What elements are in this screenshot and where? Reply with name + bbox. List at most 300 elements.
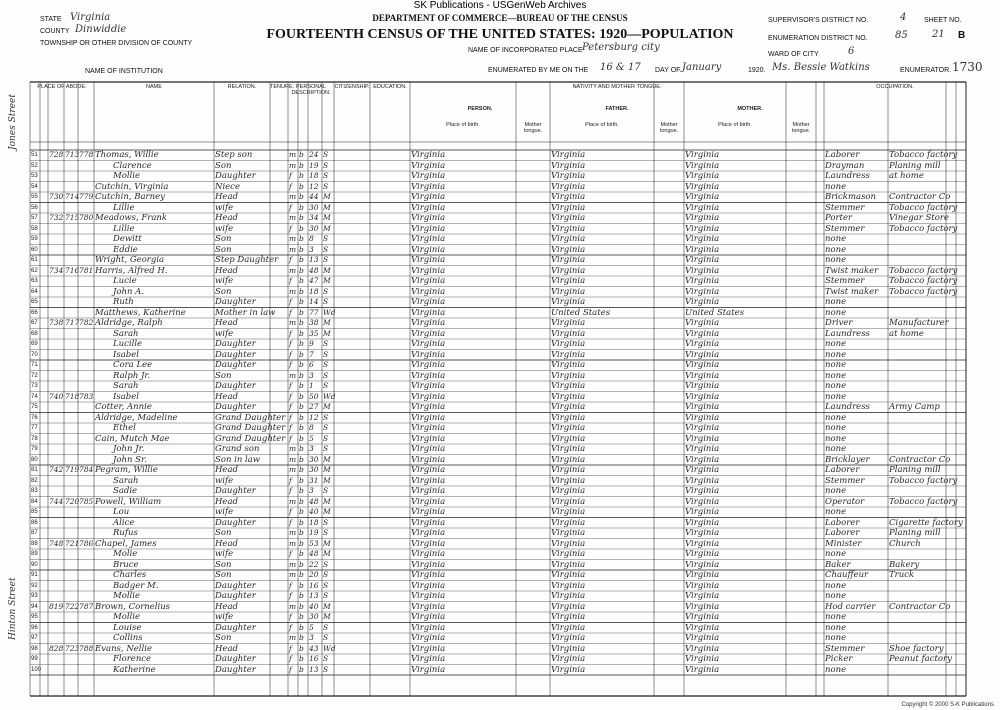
cell-rel: Daughter <box>215 622 256 633</box>
cell-fbirth: Virginia <box>551 286 586 297</box>
cell-race: b <box>299 580 304 590</box>
cell-name: Lou <box>113 507 130 517</box>
cell-sex: f <box>289 412 292 422</box>
table-row <box>30 644 966 655</box>
cell-mbirth: Virginia <box>685 654 720 664</box>
cell-occ: Twist maker <box>825 286 879 297</box>
line-number: 83 <box>31 488 38 494</box>
cell-fbirth: Virginia <box>551 181 586 192</box>
cell-mar: M <box>323 402 331 411</box>
cell-name: Cutchin, Virginia <box>95 181 169 192</box>
cell-name: Dewitt <box>113 234 142 244</box>
cell-name: Mollie <box>113 591 141 601</box>
cell-sex: m <box>289 150 297 159</box>
table-row <box>30 245 966 256</box>
cell-birth: Virginia <box>411 643 446 654</box>
cell-age: 8 <box>309 423 314 432</box>
table-row <box>30 654 966 665</box>
cell-rel: Son <box>215 559 232 570</box>
year-label: 1920. <box>748 67 766 74</box>
cell-sex: m <box>289 454 297 464</box>
cell-race: b <box>299 654 304 663</box>
cell-sex: f <box>289 349 292 359</box>
cell-name: Thomas, Willie <box>95 150 159 160</box>
cell-name: John Jr. <box>113 444 145 454</box>
cell-age: 3 <box>309 370 314 380</box>
cell-name: Molie <box>113 549 138 559</box>
cell-dwell: 828 <box>49 643 64 653</box>
cell-ind: Tobacco factory <box>889 276 958 286</box>
cell-dwell: 740 <box>49 391 64 401</box>
cell-fbirth: Virginia <box>551 412 586 423</box>
cell-sex: f <box>289 255 292 264</box>
cell-race: b <box>299 402 304 411</box>
cell-sex: f <box>289 580 292 590</box>
cell-rel: Son <box>215 286 232 297</box>
line-number: 55 <box>31 194 38 200</box>
cell-birth: Virginia <box>411 255 446 265</box>
line-number: 79 <box>31 446 38 452</box>
enumerator-name: Ms. Bessie Watkins <box>772 62 870 73</box>
cell-mbirth: Virginia <box>685 475 720 486</box>
cell-fam: 718 <box>65 391 80 401</box>
cell-mar: M <box>323 223 331 233</box>
table-row <box>30 234 966 245</box>
sheet-side: B <box>958 30 966 41</box>
cell-age: 30 <box>309 223 319 233</box>
cell-sex: m <box>289 192 297 201</box>
cell-birth: Virginia <box>411 433 446 444</box>
cell-fam: 713 <box>65 150 80 159</box>
cell-rel: Head <box>215 213 238 223</box>
cell-birth: Virginia <box>411 580 446 591</box>
line-number: 76 <box>31 414 38 421</box>
cell-ind: Planing mill <box>889 160 941 171</box>
cell-birth: Virginia <box>411 601 446 612</box>
cell-race: b <box>299 160 304 170</box>
line-number: 84 <box>31 498 38 505</box>
cell-age: 8 <box>309 234 314 243</box>
cell-age: 53 <box>309 538 319 548</box>
cell-name: Wright, Georgia <box>95 255 165 265</box>
cell-occ: none <box>825 307 847 318</box>
cell-mar: M <box>323 475 331 485</box>
cell-occ: none <box>825 297 847 307</box>
census-grid <box>30 82 966 696</box>
cell-race: b <box>299 423 304 432</box>
cell-fbirth: Virginia <box>551 591 586 601</box>
line-number: 95 <box>31 614 38 620</box>
cell-name: Louise <box>113 622 142 633</box>
cell-mar: M <box>323 265 331 275</box>
cell-age: 38 <box>309 318 319 327</box>
cell-mar: S <box>323 654 329 663</box>
cell-race: b <box>299 339 304 348</box>
cell-ind: Planing mill <box>889 528 941 538</box>
cell-fam: 719 <box>65 465 80 474</box>
cell-fbirth: Virginia <box>551 664 586 675</box>
cell-occ: none <box>825 444 847 454</box>
cell-fbirth: Virginia <box>551 633 586 643</box>
cell-name: Bruce <box>113 559 139 570</box>
cell-mar: S <box>323 150 329 159</box>
cell-birth: Virginia <box>411 654 446 664</box>
line-number: 68 <box>31 330 38 337</box>
cell-birth: Virginia <box>411 202 446 213</box>
column-group-header: TENURE. <box>270 84 295 90</box>
cell-occ: Laborer <box>825 517 860 528</box>
table-row <box>30 161 966 172</box>
cell-birth: Virginia <box>411 360 446 370</box>
cell-age: 48 <box>309 496 319 506</box>
cell-house: 780 <box>79 213 94 222</box>
cell-name: Charles <box>113 570 147 580</box>
line-number: 61 <box>31 257 38 263</box>
cell-mbirth: Virginia <box>685 601 720 612</box>
cell-age: 6 <box>309 360 314 369</box>
cell-mar: S <box>323 486 329 495</box>
table-row <box>30 623 966 634</box>
cell-race: b <box>299 475 304 485</box>
cell-name: Cotter, Annie <box>95 402 152 412</box>
line-number: 69 <box>31 341 38 347</box>
cell-birth: Virginia <box>411 339 446 349</box>
cell-name: Sarah <box>113 328 139 339</box>
cell-sex: m <box>289 286 297 296</box>
cell-occ: Operator <box>825 496 865 507</box>
table-row <box>30 423 966 434</box>
cell-birth: Virginia <box>411 538 446 549</box>
cell-fbirth: Virginia <box>551 213 586 223</box>
nativity-subheader: FATHER. <box>605 106 629 112</box>
cell-sex: f <box>289 381 292 390</box>
cell-mbirth: Virginia <box>685 633 720 643</box>
cell-mar: S <box>323 360 329 369</box>
cell-race: b <box>299 255 304 264</box>
cell-race: b <box>299 633 304 642</box>
enumerated-label: ENUMERATED BY ME ON THE <box>488 67 589 74</box>
column-group-header: CITIZENSHIP. <box>334 84 370 90</box>
line-number: 90 <box>31 561 38 568</box>
cell-name: Brown, Cornelius <box>95 601 171 612</box>
cell-house: 783 <box>79 391 94 401</box>
cell-name: Mollie <box>113 171 141 181</box>
cell-occ: Brickmason <box>825 192 877 202</box>
cell-sex: m <box>289 265 297 275</box>
cell-age: 9 <box>309 339 314 348</box>
cell-mbirth: Virginia <box>685 286 720 297</box>
column-group-header: PLACE OF ABODE. <box>37 84 87 90</box>
cell-rel: wife <box>215 549 234 559</box>
table-row <box>30 171 966 182</box>
cell-race: b <box>299 360 304 369</box>
table-row <box>30 360 966 371</box>
cell-dwell: 748 <box>49 538 64 548</box>
cell-age: 1 <box>309 381 314 390</box>
table-row <box>30 476 966 487</box>
cell-name: Matthews, Katherine <box>95 307 186 318</box>
cell-age: 18 <box>309 286 319 296</box>
cell-occ: none <box>825 349 847 360</box>
cell-rel: wife <box>215 475 234 486</box>
cell-mar: M <box>323 213 331 222</box>
cell-mbirth: Virginia <box>685 192 720 202</box>
line-number: 67 <box>31 320 38 326</box>
state-label: STATE <box>40 16 62 23</box>
cell-mar: S <box>323 517 329 527</box>
table-row <box>30 665 966 676</box>
cell-sex: m <box>289 213 297 222</box>
cell-age: 18 <box>309 517 319 527</box>
ed-value: 85 <box>895 30 908 41</box>
line-number: 80 <box>31 456 38 463</box>
cell-rel: Son <box>215 160 232 171</box>
table-row <box>30 570 966 581</box>
cell-rel: Grand Daughter <box>215 412 286 423</box>
cell-birth: Virginia <box>411 633 446 643</box>
table-row <box>30 350 966 361</box>
cell-sex: f <box>289 517 292 527</box>
cell-age: 18 <box>309 171 319 180</box>
cell-occ: Stemmer <box>825 475 865 486</box>
cell-occ: Porter <box>825 213 853 223</box>
cell-occ: none <box>825 612 847 622</box>
supervisor-value: 4 <box>900 12 907 23</box>
cell-name: Lillie <box>113 202 135 213</box>
cell-rel: Head <box>215 318 238 328</box>
table-row <box>30 339 966 350</box>
census-title: FOURTEENTH CENSUS OF THE UNITED STATES: 1920—POPULATION <box>266 27 734 42</box>
cell-mar: S <box>323 244 329 254</box>
cell-race: b <box>299 664 304 674</box>
line-number: 59 <box>31 236 38 242</box>
cell-ind: Contractor Co <box>889 601 951 612</box>
cell-fbirth: Virginia <box>551 433 586 444</box>
line-number: 97 <box>31 635 38 641</box>
column-group-header: RELATION. <box>227 84 257 90</box>
cell-name: Cora Lee <box>113 360 153 370</box>
cell-race: b <box>299 591 304 600</box>
state-value: Virginia <box>70 12 111 23</box>
cell-occ: none <box>825 255 847 265</box>
cell-fbirth: Virginia <box>551 528 586 538</box>
cell-sex: m <box>289 244 297 254</box>
cell-age: 31 <box>309 475 319 485</box>
cell-ind: Vinegar Store <box>889 213 949 223</box>
cell-name: Sadie <box>113 486 138 496</box>
cell-rel: Daughter <box>215 402 256 412</box>
cell-mbirth: Virginia <box>685 496 720 507</box>
line-number: 92 <box>31 582 38 589</box>
cell-race: b <box>299 244 304 254</box>
table-row <box>30 518 966 529</box>
cell-mbirth: Virginia <box>685 171 720 181</box>
cell-birth: Virginia <box>411 423 446 433</box>
cell-age: 3 <box>309 486 314 495</box>
cell-race: b <box>299 622 304 632</box>
cell-rel: Step Daughter <box>215 255 279 265</box>
cell-birth: Virginia <box>411 223 446 234</box>
line-number: 51 <box>31 152 38 158</box>
cell-mbirth: Virginia <box>685 381 720 391</box>
cell-occ: none <box>825 370 847 381</box>
cell-birth: Virginia <box>411 328 446 339</box>
cell-occ: none <box>825 391 847 402</box>
cell-mbirth: United States <box>685 307 745 318</box>
cell-sex: f <box>289 612 292 621</box>
column-group-header: NAME <box>146 84 162 90</box>
cell-mar: M <box>323 318 331 327</box>
cell-fbirth: Virginia <box>551 265 586 276</box>
cell-name: Powell, William <box>95 496 162 507</box>
cell-fam: 717 <box>65 318 80 327</box>
nativity-field-header: Place of birth. <box>718 122 752 128</box>
cell-race: b <box>299 265 304 275</box>
line-number: 60 <box>31 246 38 253</box>
cell-house: 778 <box>79 150 94 159</box>
cell-age: 16 <box>309 654 319 663</box>
cell-age: 30 <box>309 465 319 474</box>
cell-mbirth: Virginia <box>685 538 720 549</box>
cell-race: b <box>299 507 304 516</box>
cell-mar: M <box>323 328 331 338</box>
county-label: COUNTY <box>40 28 70 35</box>
cell-birth: Virginia <box>411 318 446 328</box>
cell-rel: Head <box>215 265 238 276</box>
cell-age: 30 <box>309 202 319 212</box>
cell-race: b <box>299 381 304 390</box>
cell-rel: wife <box>215 223 234 234</box>
cell-rel: Son in law <box>215 454 261 465</box>
cell-fam: 722 <box>65 601 80 611</box>
cell-mar: S <box>323 181 329 191</box>
cell-fbirth: Virginia <box>551 171 586 181</box>
cell-fbirth: Virginia <box>551 643 586 654</box>
nativity-subheader: MOTHER. <box>737 106 763 112</box>
cell-sex: f <box>289 307 292 317</box>
line-number: 89 <box>31 551 38 557</box>
cell-mar: M <box>323 454 331 464</box>
street-note: Hinton Street <box>8 577 18 640</box>
table-row <box>30 192 966 203</box>
cell-mar: S <box>323 633 329 642</box>
cell-rel: Son <box>215 633 232 643</box>
line-number: 54 <box>31 183 38 190</box>
cell-house: 786 <box>79 538 94 548</box>
cell-occ: none <box>825 234 847 244</box>
cell-fbirth: Virginia <box>551 507 586 517</box>
cell-occ: Stemmer <box>825 202 865 213</box>
line-number: 94 <box>31 603 38 610</box>
cell-occ: none <box>825 412 847 423</box>
cell-race: b <box>299 528 304 537</box>
line-number: 58 <box>31 225 38 232</box>
cell-race: b <box>299 223 304 233</box>
cell-birth: Virginia <box>411 664 446 675</box>
cell-rel: Daughter <box>215 580 256 591</box>
line-number: 62 <box>31 267 38 274</box>
cell-sex: f <box>289 328 292 338</box>
line-number: 93 <box>31 593 38 599</box>
cell-birth: Virginia <box>411 234 446 244</box>
cell-fbirth: Virginia <box>551 202 586 213</box>
line-number: 78 <box>31 435 38 442</box>
cell-ind: Bakery <box>889 559 920 570</box>
cell-fbirth: Virginia <box>551 276 586 286</box>
line-number: 52 <box>31 162 38 169</box>
line-number: 75 <box>31 404 38 410</box>
cell-ind: Peanut factory <box>889 654 952 664</box>
cell-sex: m <box>289 444 297 453</box>
cell-sex: f <box>289 402 292 411</box>
cell-ind: Tobacco factory <box>889 265 958 276</box>
cell-mbirth: Virginia <box>685 349 720 360</box>
cell-dwell: 732 <box>49 213 64 222</box>
cell-age: 48 <box>309 549 319 558</box>
cell-race: b <box>299 192 304 201</box>
cell-occ: Baker <box>825 559 851 570</box>
cell-birth: Virginia <box>411 276 446 286</box>
cell-name: Isabel <box>113 391 139 402</box>
cell-occ: none <box>825 433 847 444</box>
sheet-value: 21 <box>932 29 945 40</box>
cell-mar: M <box>323 538 331 548</box>
cell-rel: Head <box>215 192 238 202</box>
cell-ind: Church <box>889 538 921 549</box>
banner: SK Publications - USGenWeb Archives <box>413 0 587 11</box>
cell-house: 788 <box>79 643 94 653</box>
cell-age: 34 <box>309 213 319 222</box>
cell-birth: Virginia <box>411 150 446 160</box>
cell-mar: S <box>323 160 329 170</box>
cell-mbirth: Virginia <box>685 643 720 654</box>
cell-sex: f <box>289 622 292 632</box>
cell-fbirth: Virginia <box>551 570 586 580</box>
cell-age: 43 <box>309 643 319 653</box>
cell-sex: f <box>289 549 292 558</box>
cell-mbirth: Virginia <box>685 202 720 213</box>
column-group-header: EDUCATION. <box>373 84 407 90</box>
cell-occ: none <box>825 591 847 601</box>
table-row <box>30 392 966 403</box>
cell-rel: wife <box>215 328 234 339</box>
cell-name: Sarah <box>113 381 139 391</box>
cell-mbirth: Virginia <box>685 433 720 444</box>
cell-mar: S <box>323 622 329 632</box>
cell-age: 24 <box>309 150 319 159</box>
place-label: NAME OF INCORPORATED PLACE <box>468 47 583 54</box>
cell-occ: Hod carrier <box>825 601 876 612</box>
cell-sex: f <box>289 171 292 180</box>
cell-occ: none <box>825 339 847 349</box>
cell-fam: 721 <box>65 538 80 548</box>
cell-name: Ethel <box>113 423 136 433</box>
cell-birth: Virginia <box>411 244 446 255</box>
cell-race: b <box>299 370 304 380</box>
cell-occ: none <box>825 622 847 633</box>
institution-label: NAME OF INSTITUTION <box>85 68 163 75</box>
cell-fbirth: Virginia <box>551 538 586 549</box>
nativity-field-header: Mother tongue. <box>659 122 679 134</box>
cell-sex: f <box>289 643 292 653</box>
cell-mar: M <box>323 202 331 212</box>
cell-occ: Drayman <box>825 160 865 171</box>
cell-race: b <box>299 454 304 464</box>
line-number: 86 <box>31 519 38 526</box>
table-row <box>30 507 966 518</box>
cell-dwell: 819 <box>49 601 64 611</box>
cell-name: Evans, Nellie <box>95 643 152 654</box>
